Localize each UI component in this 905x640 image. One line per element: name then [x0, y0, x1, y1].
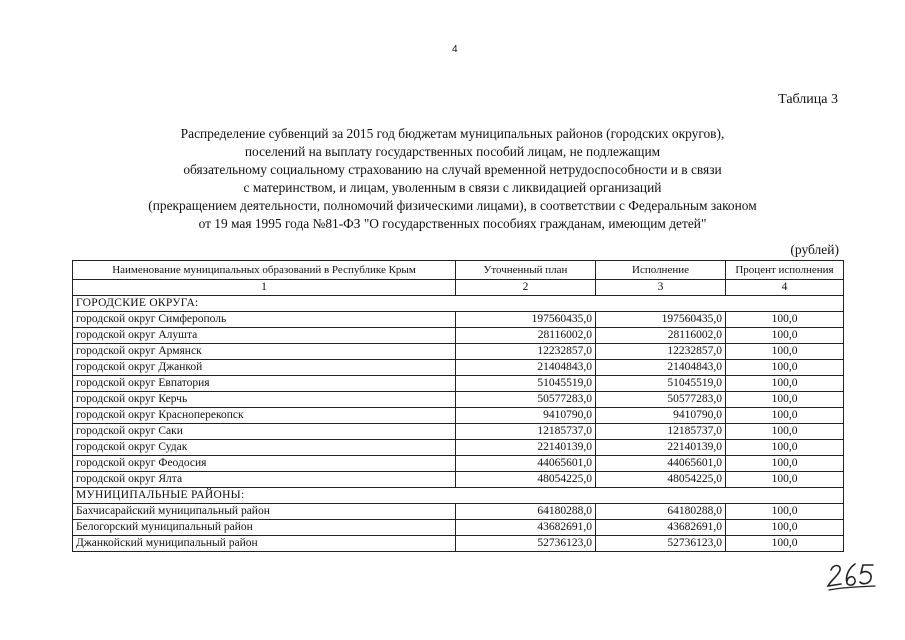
document-title — [100, 125, 805, 233]
table-row — [73, 536, 844, 552]
table-row — [73, 344, 844, 360]
table-row — [73, 408, 844, 424]
subsidy-table — [72, 260, 844, 552]
cell-percent: 100,0 — [726, 312, 844, 328]
cell-name: Джанкойский муниципальный район — [73, 536, 456, 552]
column-number: 1 — [73, 280, 456, 296]
cell-plan: 43682691,0 — [456, 520, 596, 536]
section-title: ГОРОДСКИЕ ОКРУГА: — [73, 296, 844, 312]
table-header-row — [73, 261, 844, 280]
section-title: МУНИЦИПАЛЬНЫЕ РАЙОНЫ: — [73, 488, 844, 504]
cell-name: городской округ Судак — [73, 440, 456, 456]
table-label: Таблица 3 — [778, 92, 838, 107]
cell-execution: 22140139,0 — [596, 440, 726, 456]
table-row — [73, 376, 844, 392]
cell-name: городской округ Джанкой — [73, 360, 456, 376]
cell-execution: 28116002,0 — [596, 328, 726, 344]
cell-execution: 12232857,0 — [596, 344, 726, 360]
cell-percent: 100,0 — [726, 424, 844, 440]
column-number: 4 — [726, 280, 844, 296]
column-number: 2 — [456, 280, 596, 296]
cell-plan: 48054225,0 — [456, 472, 596, 488]
cell-execution: 64180288,0 — [596, 504, 726, 520]
cell-execution: 50577283,0 — [596, 392, 726, 408]
table-row — [73, 392, 844, 408]
cell-execution: 52736123,0 — [596, 536, 726, 552]
header-plan: Уточненный план — [456, 261, 596, 280]
cell-execution: 44065601,0 — [596, 456, 726, 472]
cell-execution: 9410790,0 — [596, 408, 726, 424]
title-line: обязательному социальному страхованию на случай временной нетрудоспособности и в связи — [183, 162, 722, 177]
cell-execution: 48054225,0 — [596, 472, 726, 488]
cell-name: городской округ Ялта — [73, 472, 456, 488]
cell-plan: 51045519,0 — [456, 376, 596, 392]
cell-name: Бахчисарайский муниципальный район — [73, 504, 456, 520]
title-line: Распределение субвенций за 2015 год бюджетам муниципальных районов (городских округов), — [180, 126, 725, 141]
cell-plan: 28116002,0 — [456, 328, 596, 344]
cell-plan: 12232857,0 — [456, 344, 596, 360]
header-execution: Исполнение — [596, 261, 726, 280]
cell-percent: 100,0 — [726, 456, 844, 472]
column-number: 3 — [596, 280, 726, 296]
page-number: 4 — [452, 44, 458, 55]
table-row — [73, 504, 844, 520]
cell-execution: 197560435,0 — [596, 312, 726, 328]
cell-plan: 50577283,0 — [456, 392, 596, 408]
cell-name: городской округ Симферополь — [73, 312, 456, 328]
cell-percent: 100,0 — [726, 408, 844, 424]
cell-percent: 100,0 — [726, 520, 844, 536]
section-row — [73, 296, 844, 312]
cell-plan: 22140139,0 — [456, 440, 596, 456]
cell-name: городской округ Саки — [73, 424, 456, 440]
cell-percent: 100,0 — [726, 344, 844, 360]
cell-execution: 43682691,0 — [596, 520, 726, 536]
title-line: поселений на выплату государственных пособий лицам, не подлежащим — [244, 144, 661, 159]
cell-plan: 9410790,0 — [456, 408, 596, 424]
table-row — [73, 456, 844, 472]
title-line: с материнством, и лицам, уволенным в связи с ликвидацией организаций — [243, 180, 662, 195]
column-number-row — [73, 280, 844, 296]
cell-plan: 44065601,0 — [456, 456, 596, 472]
cell-plan: 197560435,0 — [456, 312, 596, 328]
table-row — [73, 472, 844, 488]
cell-percent: 100,0 — [726, 504, 844, 520]
table-row — [73, 360, 844, 376]
cell-name: городской округ Красноперекопск — [73, 408, 456, 424]
cell-execution: 12185737,0 — [596, 424, 726, 440]
cell-name: городской округ Евпатория — [73, 376, 456, 392]
cell-percent: 100,0 — [726, 392, 844, 408]
cell-percent: 100,0 — [726, 472, 844, 488]
title-line: (прекращением деятельности, полномочий физическими лицами), в соответствии с Федеральным законом — [148, 198, 757, 213]
cell-percent: 100,0 — [726, 328, 844, 344]
table-row — [73, 312, 844, 328]
title-line: от 19 мая 1995 года №81-ФЗ "О государственных пособиях гражданам, имеющим детей" — [198, 216, 707, 231]
cell-percent: 100,0 — [726, 440, 844, 456]
table-row — [73, 440, 844, 456]
section-row — [73, 488, 844, 504]
handwritten-page-number — [825, 556, 877, 592]
cell-plan: 52736123,0 — [456, 536, 596, 552]
table-row — [73, 520, 844, 536]
cell-percent: 100,0 — [726, 536, 844, 552]
table-row — [73, 328, 844, 344]
cell-percent: 100,0 — [726, 376, 844, 392]
cell-name: Белогорский муниципальный район — [73, 520, 456, 536]
header-name: Наименование муниципальных образований в Республике Крым — [73, 261, 456, 280]
table-row — [73, 424, 844, 440]
cell-name: городской округ Феодосия — [73, 456, 456, 472]
units-label: (рублей) — [790, 242, 839, 257]
cell-name: городской округ Алушта — [73, 328, 456, 344]
cell-name: городской округ Керчь — [73, 392, 456, 408]
cell-plan: 21404843,0 — [456, 360, 596, 376]
table-body — [73, 280, 844, 552]
cell-plan: 12185737,0 — [456, 424, 596, 440]
cell-percent: 100,0 — [726, 360, 844, 376]
header-percent: Процент исполнения — [726, 261, 844, 280]
cell-name: городской округ Армянск — [73, 344, 456, 360]
cell-plan: 64180288,0 — [456, 504, 596, 520]
cell-execution: 21404843,0 — [596, 360, 726, 376]
cell-execution: 51045519,0 — [596, 376, 726, 392]
